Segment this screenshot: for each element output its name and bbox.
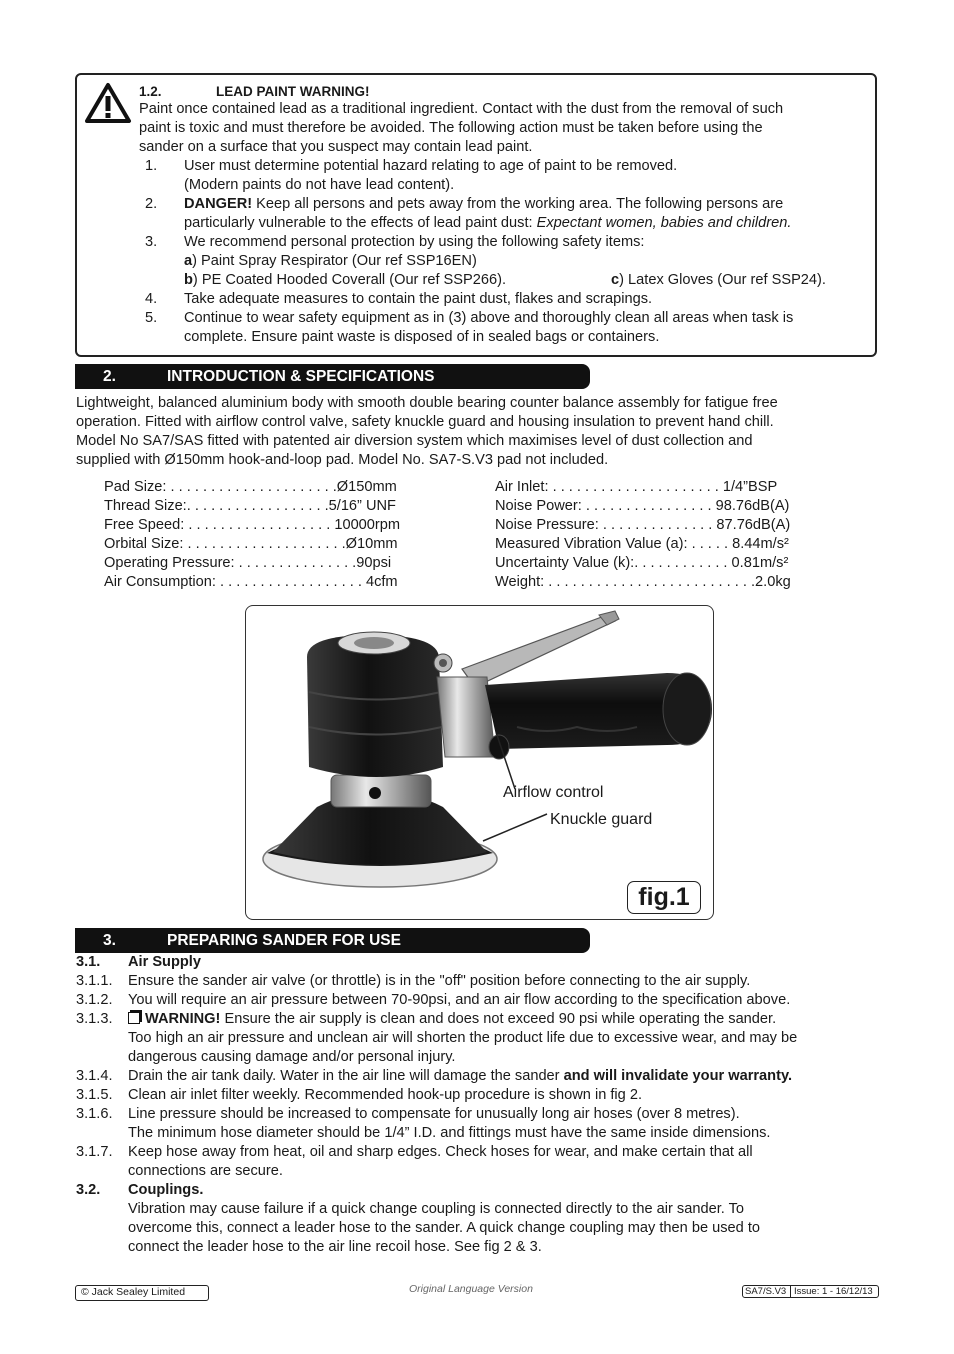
clause-text <box>128 1238 542 1257</box>
checkbox-icon <box>128 1012 140 1024</box>
clause-body: connect the leader hose to the air line recoil hose. See fig 2 & 3. <box>128 1239 542 1255</box>
warning-item-number: 2. <box>145 196 158 212</box>
safety-item-key: a <box>184 253 193 269</box>
spec-left: Pad Size: . . . . . . . . . . . . . . . . . . . . .Ø150mm <box>104 479 397 495</box>
spec-left: Thread Size:. . . . . . . . . . . . . . . . . .5/16” UNF <box>104 498 396 514</box>
warning-item-number: 1. <box>145 158 158 174</box>
warning-item-text: User must determine potential hazard relating to age of paint to be removed. <box>184 158 678 174</box>
warning-item-text: We recommend personal protection by using the following safety items: <box>184 234 645 250</box>
clause-body: The minimum hose diameter should be 1/4” I.D. and fittings must have the same inside dimensions. <box>128 1125 771 1141</box>
clause-text <box>128 1124 770 1143</box>
warning-number: 1.2. <box>139 84 162 99</box>
safety-item-key: c <box>611 272 620 288</box>
clause-text <box>128 1219 760 1238</box>
clause-body: Vibration may cause failure if a quick change coupling is connected directly to the air sander. To <box>128 1201 745 1217</box>
clause-body: overcome this, connect a leader hose to the sander. A quick change coupling may then be used to <box>128 1220 760 1236</box>
clause-text <box>128 1010 776 1029</box>
clause-number: 3.1.6. <box>76 1106 113 1122</box>
safety-item-text: ) PE Coated Hooded Coverall (Our ref SSP266). <box>192 272 507 288</box>
vulnerable-text: particularly vulnerable to the effects of lead paint dust: <box>184 215 533 231</box>
vulnerable-persons: Expectant women, babies and children. <box>536 215 792 231</box>
safety-item-key: b <box>184 272 193 288</box>
intro-line: supplied with Ø150mm hook-and-loop pad. Model No. SA7-S.V3 pad not included. <box>76 452 609 468</box>
clause-number: 3.1.3. <box>76 1011 113 1027</box>
warning-item-text: Continue to wear safety equipment as in (3) above and thoroughly clean all areas when task is <box>184 310 794 326</box>
warning-item-text: (Modern paints do not have lead content). <box>184 177 455 193</box>
section-3-header <box>75 928 590 953</box>
intro-line: Model No SA7/SAS fitted with patented air diversion system which maximises level of dust collection and <box>76 433 753 449</box>
section-number: 2. <box>103 368 116 385</box>
clause-body: Air Supply <box>128 954 201 970</box>
spec-left: Orbital Size: . . . . . . . . . . . . . . . . . . . .Ø10mm <box>104 536 398 552</box>
warranty-warning: and will invalidate your warranty. <box>563 1068 793 1084</box>
section-title: INTRODUCTION & SPECIFICATIONS <box>167 368 435 385</box>
warning-intro-line: paint is toxic and must therefore be avoided. The following action must be taken before using the <box>139 120 763 136</box>
warning-triangle-icon <box>84 82 132 124</box>
warning-item-number: 4. <box>145 291 158 307</box>
clause-body: Ensure the sander air valve (or throttle) is in the "off" position before connecting to the air supply. <box>128 973 751 989</box>
danger-label: DANGER! <box>184 196 253 212</box>
airflow-control-label: Airflow control <box>503 784 604 801</box>
figure-label: fig.1 <box>627 881 701 914</box>
clause-text <box>128 1181 203 1200</box>
section-2-header <box>75 364 590 389</box>
warning-intro-line: sander on a surface that you suspect may contain lead paint. <box>139 139 533 155</box>
clause-text <box>128 1162 283 1181</box>
spec-right: Noise Pressure: . . . . . . . . . . . . . . 87.76dB(A) <box>495 517 791 533</box>
clause-text <box>128 1067 792 1086</box>
clause-body: dangerous causing damage and/or personal injury. <box>128 1049 456 1065</box>
clause-body: Drain the air tank daily. Water in the air line will damage the sander <box>128 1068 560 1084</box>
warning-item-text: complete. Ensure paint waste is disposed of in sealed bags or containers. <box>184 329 660 345</box>
clause-text <box>128 972 750 991</box>
clause-text <box>128 1048 456 1067</box>
clause-body: connections are secure. <box>128 1163 283 1179</box>
clause-body: Couplings. <box>128 1182 204 1198</box>
intro-line: operation. Fitted with airflow control valve, safety knuckle guard and housing insulation to prevent hand chill. <box>76 414 774 430</box>
clause-body: Line pressure should be increased to compensate for unusually long air hoses (over 8 metres). <box>128 1106 740 1122</box>
clause-body: You will require an air pressure between 70-90psi, and an air flow according to the specification above. <box>128 992 791 1008</box>
warning-label: WARNING! <box>145 1011 221 1027</box>
danger-text: Keep all persons and pets away from the working area. The following persons are <box>256 196 784 212</box>
safety-item-a <box>184 252 477 271</box>
section-number: 3. <box>103 932 116 949</box>
language-version: Original Language Version <box>409 1283 533 1295</box>
safety-item-b <box>184 271 506 290</box>
spec-left: Air Consumption: . . . . . . . . . . . . . . . . . . 4cfm <box>104 574 398 590</box>
clause-number: 3.1. <box>76 954 101 970</box>
issue-box <box>742 1285 879 1298</box>
copyright-box <box>75 1285 209 1301</box>
warning-item-text: Take adequate measures to contain the paint dust, flakes and scrapings. <box>184 291 653 307</box>
clause-number: 3.1.5. <box>76 1087 113 1103</box>
safety-item-c <box>611 271 826 290</box>
spec-left: Free Speed: . . . . . . . . . . . . . . . . . . 10000rpm <box>104 517 401 533</box>
knuckle-guard-label: Knuckle guard <box>550 811 653 828</box>
spec-right: Uncertainty Value (k):. . . . . . . . . . . . 0.81m/s² <box>495 555 789 571</box>
model-number: SA7/S.V3 <box>745 1286 787 1297</box>
copyright-text: © Jack Sealey Limited <box>81 1286 186 1298</box>
safety-item-text: ) Latex Gloves (Our ref SSP24). <box>619 272 826 288</box>
spec-right: Air Inlet: . . . . . . . . . . . . . . . . . . . . . 1/4”BSP <box>495 479 778 495</box>
issue-date: Issue: 1 - 16/12/13 <box>794 1286 873 1297</box>
warning-item-text <box>184 214 791 233</box>
safety-item-text: ) Paint Spray Respirator (Our ref SSP16EN) <box>192 253 477 269</box>
intro-line: Lightweight, balanced aluminium body with smooth double bearing counter balance assembly for fatigue free <box>76 395 778 411</box>
spec-right: Weight: . . . . . . . . . . . . . . . . . . . . . . . . . .2.0kg <box>495 574 791 590</box>
warning-item-number: 5. <box>145 310 158 326</box>
warning-item-number: 3. <box>145 234 158 250</box>
air-sander-illustration <box>247 607 712 918</box>
spec-right: Noise Power: . . . . . . . . . . . . . . . . 98.76dB(A) <box>495 498 790 514</box>
clause-number: 3.1.1. <box>76 973 113 989</box>
clause-text <box>128 991 790 1010</box>
clause-text <box>128 1029 797 1048</box>
clause-text <box>128 953 201 972</box>
warning-title: LEAD PAINT WARNING! <box>216 84 370 99</box>
clause-number: 3.1.2. <box>76 992 113 1008</box>
clause-body: Keep hose away from heat, oil and sharp edges. Check hoses for wear, and make certain that all <box>128 1144 753 1160</box>
warning-intro-line: Paint once contained lead as a traditional ingredient. Contact with the dust from the removal of such <box>139 101 784 117</box>
spec-right: Measured Vibration Value (a): . . . . . 8.44m/s² <box>495 536 789 552</box>
clause-number: 3.1.7. <box>76 1144 113 1160</box>
clause-number: 3.2. <box>76 1182 101 1198</box>
clause-text <box>128 1200 744 1219</box>
clause-text <box>128 1086 642 1105</box>
warning-item-text <box>184 195 783 214</box>
clause-text <box>128 1105 740 1124</box>
spec-left: Operating Pressure: . . . . . . . . . . . . . . .90psi <box>104 555 392 571</box>
section-title: PREPARING SANDER FOR USE <box>167 932 401 949</box>
clause-number: 3.1.4. <box>76 1068 113 1084</box>
clause-body: Clean air inlet filter weekly. Recommended hook-up procedure is shown in fig 2. <box>128 1087 643 1103</box>
clause-text <box>128 1143 753 1162</box>
clause-body: Ensure the air supply is clean and does not exceed 90 psi while operating the sander. <box>224 1011 777 1027</box>
clause-body: Too high an air pressure and unclean air will shorten the product life due to excessive wear, and may be <box>128 1030 798 1046</box>
issue-divider <box>790 1286 791 1297</box>
